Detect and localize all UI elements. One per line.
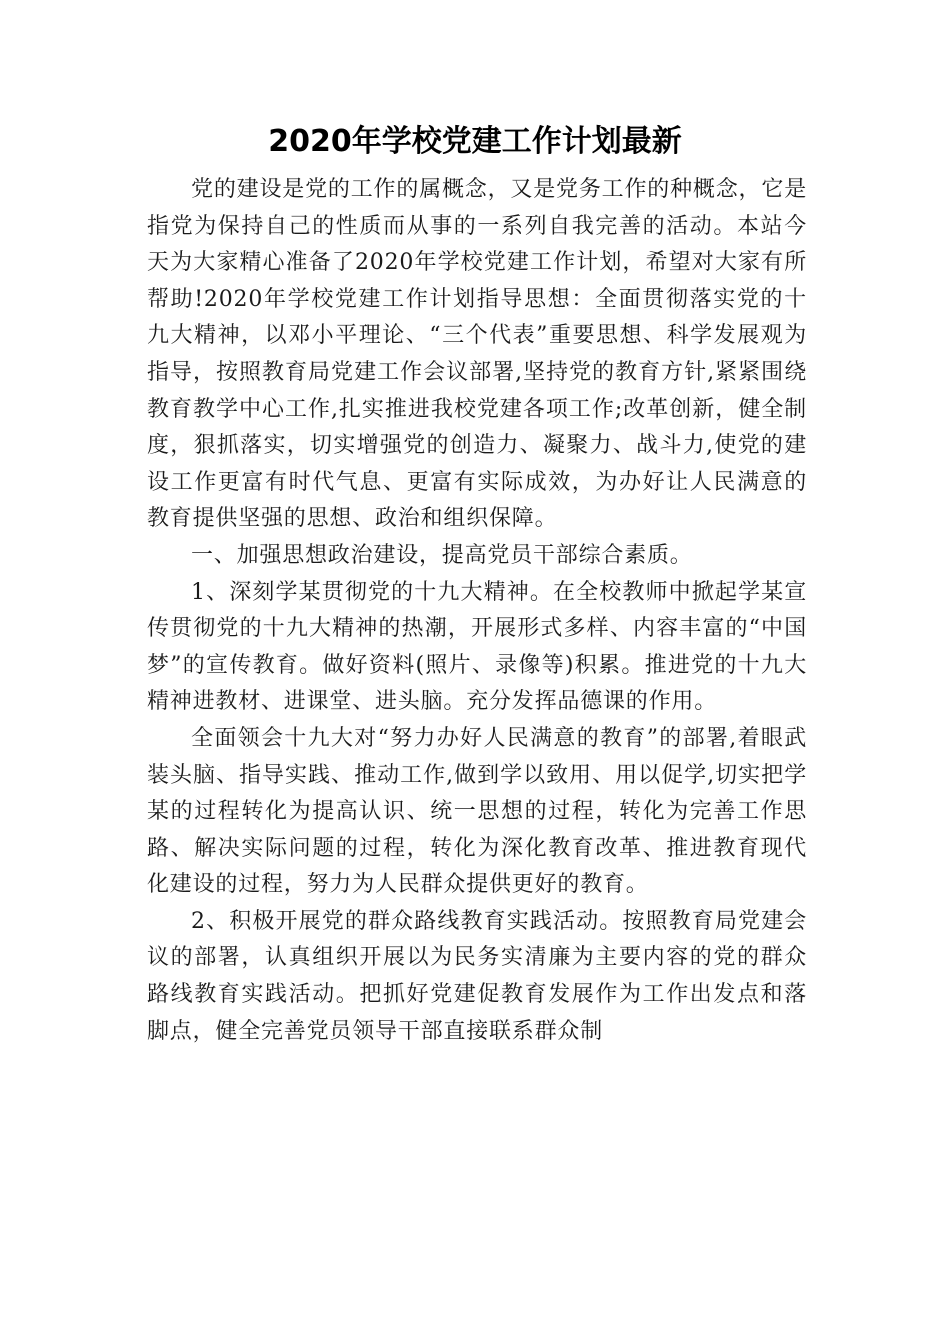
document-title: 2020年学校党建工作计划最新 xyxy=(268,124,682,159)
paragraph-item-2: 2、积极开展党的群众路线教育实践活动。按照教育局党建会议的部署，认真组织开展以为民务实清廉为主要内容的党的群众路线教育实践活动。把抓好党建促教育发展作为工作出发点和落脚点，健全完善党员领导干部直接联系群众制 xyxy=(147,908,807,1044)
paragraph-intro: 党的建设是党的工作的属概念，又是党务工作的种概念，它是指党为保持自己的性质而从事的一系列自我完善的活动。本站今天为大家精心准备了2020年学校党建工作计划，希望对大家有所帮助!2020年学校党建工作计划指导思想：全面贯彻落实党的十九大精神，以邓小平理论、“三个代表”重要思想、科学发展观为指导，按照教育局党建工作会议部署,坚持党的教育方针,紧紧围绕教育教学中心工作,扎实推进我校党建各项工作;改革创新，健全制度，狠抓落实，切实增强党的创造力、凝聚力、战斗力,使党的建设工作更富有时代气息、更富有实际成效，为办好让人民满意的教育提供坚强的思想、政治和组织保障。 xyxy=(147,177,807,532)
paragraph-section-heading: 一、加强思想政治建设，提高党员干部综合素质。 xyxy=(191,542,693,568)
document-body xyxy=(147,172,807,1050)
paragraph-item-1: 1、深刻学某贯彻党的十九大精神。在全校教师中掀起学某宣传贯彻党的十九大精神的热潮，开展形式多样、内容丰富的“中国梦”的宣传教育。做好资料(照片、录像等)积累。推进党的十九大精神进教材、进课堂、进头脑。充分发挥品德课的作用。 xyxy=(147,579,807,715)
paragraph-item-1-detail: 全面领会十九大对“努力办好人民满意的教育”的部署,着眼武装头脑、指导实践、推动工作,做到学以致用、用以促学,切实把学某的过程转化为提高认识、统一思想的过程，转化为完善工作思路、解决实际问题的过程，转化为深化教育改革、推进教育现代化建设的过程，努力为人民群众提供更好的教育。 xyxy=(147,725,807,898)
